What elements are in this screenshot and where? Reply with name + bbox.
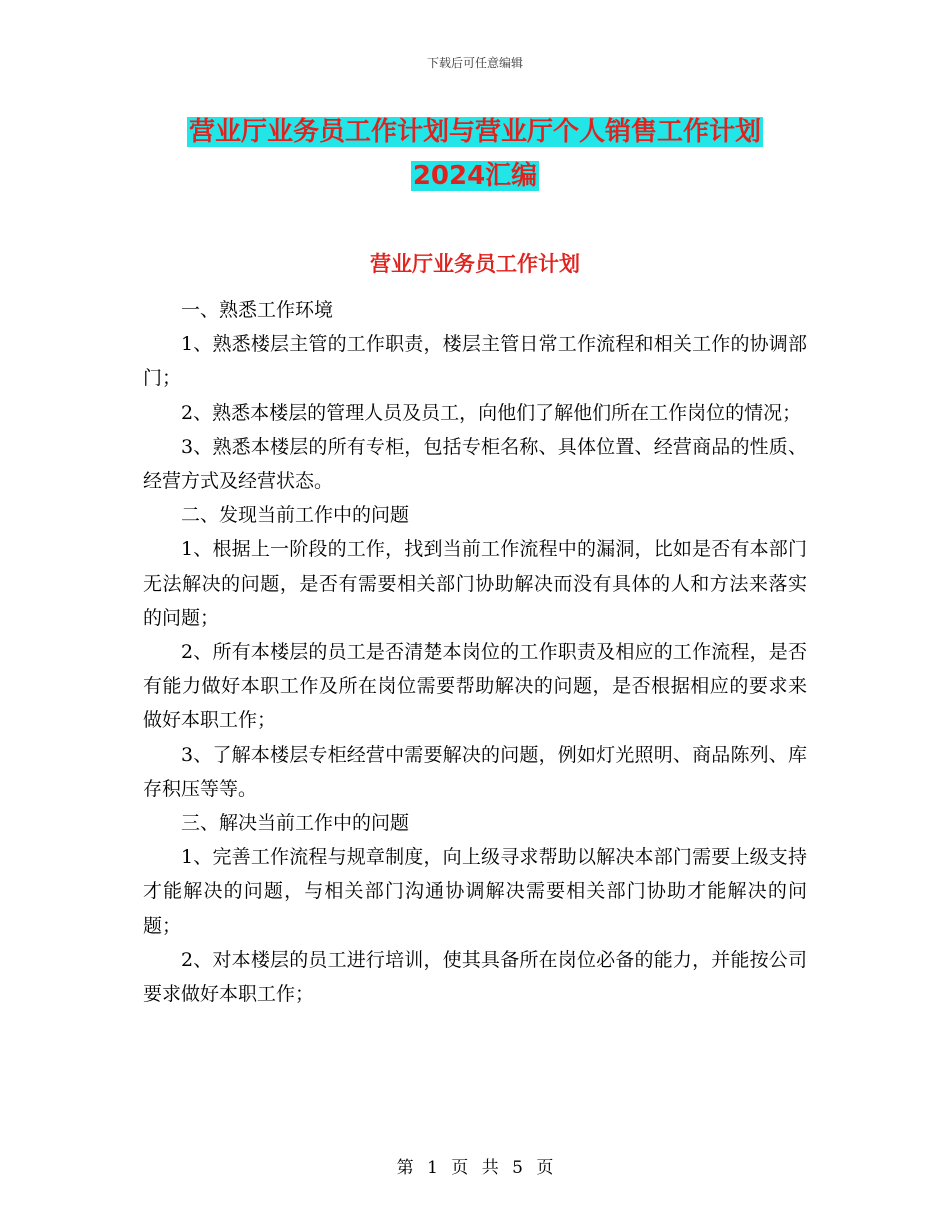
section-title: 营业厅业务员工作计划 [370,252,580,276]
document-body [143,293,807,1011]
paragraph: 3、了解本楼层专柜经营中需要解决的问题，例如灯光照明、商品陈列、库存积压等等。 [143,743,807,800]
footer-label-ye: 页 [451,1158,469,1178]
footer-label-ye: 页 [536,1158,554,1178]
footer-label-gong: 共 [481,1158,499,1178]
document-title [0,110,950,198]
paragraph: 3、熟悉本楼层的所有专柜，包括专柜名称、具体位置、经营商品的性质、经营方式及经营状态。 [143,435,807,493]
footer-page-total: 5 [512,1158,523,1178]
page-header-note: 下载后可任意编辑 [426,56,523,70]
paragraph: 2、对本楼层的员工进行培训，使其具备所在岗位必备的能力，并能按公司要求做好本职工作； [143,948,807,1006]
document-title-line-1: 营业厅业务员工作计划与营业厅个人销售工作计划 [188,117,761,147]
page-footer [0,1153,950,1178]
footer-page-current: 1 [427,1158,438,1178]
heading-3: 三、解决当前工作中的问题 [181,812,410,835]
paragraph: 2、熟悉本楼层的管理人员及员工，向他们了解他们所在工作岗位的情况； [181,401,802,424]
heading-2: 二、发现当前工作中的问题 [181,504,410,527]
document-title-line-2: 2024汇编 [412,161,538,191]
footer-label-di: 第 [396,1158,414,1178]
paragraph: 1、完善工作流程与规章制度，向上级寻求帮助以解决本部门需要上级支持才能解决的问题，与相关部门沟通协调解决需要相关部门协助才能解决的问题； [143,846,807,937]
paragraph: 1、熟悉楼层主管的工作职责，楼层主管日常工作流程和相关工作的协调部门； [143,333,807,390]
heading-1: 一、熟悉工作环境 [181,299,334,321]
paragraph: 2、所有本楼层的员工是否清楚本岗位的工作职责及相应的工作流程，是否有能力做好本职工作及所在岗位需要帮助解决的问题，是否根据相应的要求来做好本职工作； [143,641,807,732]
paragraph: 1、根据上一阶段的工作，找到当前工作流程中的漏洞，比如是否有本部门无法解决的问题，是否有需要相关部门协助解决而没有具体的人和方法来落实的问题； [143,538,807,629]
